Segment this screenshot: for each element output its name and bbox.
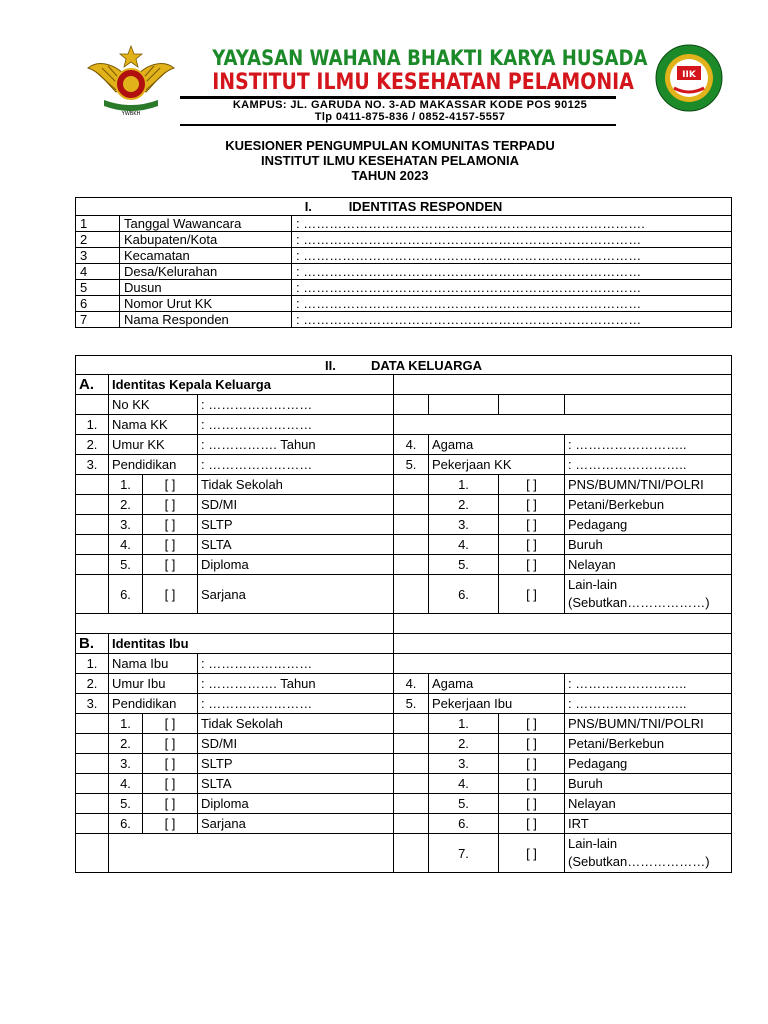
option-number: 3. xyxy=(109,754,143,774)
answer-field[interactable]: : …………………….. xyxy=(565,435,732,455)
section-title-row xyxy=(76,634,732,654)
option-number: 5. xyxy=(429,555,499,575)
option-label: SLTA xyxy=(198,774,394,794)
specify-field[interactable]: (Sebutkan………………) xyxy=(568,854,710,869)
blank-cell xyxy=(394,754,429,774)
option-number: 5. xyxy=(429,794,499,814)
answer-field[interactable]: : …………………… xyxy=(198,395,394,415)
respondent-row xyxy=(76,216,732,232)
row-number: 4. xyxy=(394,674,429,694)
row-number: 2. xyxy=(76,435,109,455)
checkbox[interactable]: [ ] xyxy=(499,794,565,814)
option-label xyxy=(565,575,732,614)
blank-cell xyxy=(76,395,109,415)
section-header xyxy=(76,356,732,375)
option-row xyxy=(76,774,732,794)
blank-cell xyxy=(394,515,429,535)
blank-cell xyxy=(394,575,429,614)
blank-cell xyxy=(76,834,109,873)
option-number: 5. xyxy=(109,794,143,814)
answer-field[interactable]: : …………………….. xyxy=(565,455,732,475)
section-label: DATA KELUARGA xyxy=(371,357,482,373)
answer-field[interactable]: : …………………………………………………………………… xyxy=(292,232,732,248)
checkbox[interactable]: [ ] xyxy=(499,555,565,575)
answer-field[interactable]: : …………………………………………………………………… xyxy=(292,280,732,296)
row-number: 5 xyxy=(76,280,120,296)
checkbox[interactable]: [ ] xyxy=(143,734,198,754)
checkbox[interactable]: [ ] xyxy=(499,734,565,754)
checkbox[interactable]: [ ] xyxy=(143,575,198,614)
field-label: Pekerjaan Ibu xyxy=(429,694,565,714)
answer-field[interactable]: : …………………………………………………………………… xyxy=(292,248,732,264)
field-label: Desa/Kelurahan xyxy=(120,264,292,280)
field-label: Kabupaten/Kota xyxy=(120,232,292,248)
field-label: Nomor Urut KK xyxy=(120,296,292,312)
answer-field[interactable]: : ……………………………………………………………………. xyxy=(292,216,732,232)
option-number: 4. xyxy=(109,535,143,555)
section-letter: B. xyxy=(76,634,109,654)
age-religion-row xyxy=(76,674,732,694)
option-label: Petani/Berkebun xyxy=(565,734,732,754)
field-label: No KK xyxy=(109,395,198,415)
checkbox[interactable]: [ ] xyxy=(499,515,565,535)
svg-text:YWBKH: YWBKH xyxy=(121,111,141,117)
field-label: Nama Ibu xyxy=(109,654,198,674)
questionnaire-title: KUESIONER PENGUMPULAN KOMUNITAS TERPADU xyxy=(225,138,555,153)
year-title: TAHUN 2023 xyxy=(351,168,429,183)
option-number: 6. xyxy=(429,575,499,614)
blank-cell xyxy=(394,535,429,555)
section-number: I. xyxy=(304,199,312,214)
blank-cell xyxy=(565,395,732,415)
option-label: Nelayan xyxy=(565,794,732,814)
option-label: Pedagang xyxy=(565,515,732,535)
identitas-responden-table xyxy=(75,197,732,328)
section-letter: A. xyxy=(76,375,109,395)
section-title-row xyxy=(76,375,732,395)
foundation-name: YAYASAN WAHANA BHAKTI KARYA HUSADA xyxy=(212,46,648,70)
option-number: 2. xyxy=(109,734,143,754)
checkbox[interactable]: [ ] xyxy=(143,495,198,515)
section-number: II. xyxy=(325,357,336,373)
answer-field[interactable]: : …………………… xyxy=(198,415,394,435)
answer-field[interactable]: : …………………………………………………………………… xyxy=(292,312,732,328)
foundation-logo xyxy=(86,42,176,118)
answer-field[interactable]: : ……………. Tahun xyxy=(198,674,394,694)
checkbox[interactable]: [ ] xyxy=(143,794,198,814)
blank-cell xyxy=(394,714,429,734)
checkbox[interactable]: [ ] xyxy=(499,714,565,734)
field-label: Umur Ibu xyxy=(109,674,198,694)
row-number: 7 xyxy=(76,312,120,328)
respondent-row xyxy=(76,232,732,248)
answer-field[interactable]: : …………………… xyxy=(198,455,394,475)
blank-cell xyxy=(109,834,394,873)
blank-cell xyxy=(394,654,732,674)
field-label: Nama KK xyxy=(109,415,198,435)
checkbox[interactable]: [ ] xyxy=(499,814,565,834)
blank-cell xyxy=(394,495,429,515)
option-number: 6. xyxy=(429,814,499,834)
option-number: 5. xyxy=(109,555,143,575)
field-label: Pendidikan xyxy=(109,694,198,714)
option-row xyxy=(76,475,732,495)
option-label-line: Lain-lain xyxy=(568,577,618,592)
option-label: Nelayan xyxy=(565,555,732,575)
option-label: Tidak Sekolah xyxy=(198,475,394,495)
section-header xyxy=(76,198,732,216)
row-number: 5. xyxy=(394,455,429,475)
option-row xyxy=(76,814,732,834)
checkbox[interactable]: [ ] xyxy=(499,754,565,774)
option-label: PNS/BUMN/TNI/POLRI xyxy=(565,475,732,495)
respondent-row xyxy=(76,312,732,328)
specify-field[interactable]: (Sebutkan………………) xyxy=(568,595,710,610)
checkbox[interactable]: [ ] xyxy=(143,555,198,575)
checkbox[interactable]: [ ] xyxy=(143,515,198,535)
option-number: 3. xyxy=(109,515,143,535)
institute-name: INSTITUT ILMU KESEHATAN PELAMONIA xyxy=(212,70,634,95)
option-label: Diploma xyxy=(198,555,394,575)
option-label: Petani/Berkebun xyxy=(565,495,732,515)
option-number: 4. xyxy=(109,774,143,794)
name-row xyxy=(76,415,732,435)
checkbox[interactable]: [ ] xyxy=(143,754,198,774)
section-title: Identitas Kepala Keluarga xyxy=(109,375,394,395)
blank-cell xyxy=(76,515,109,535)
option-number: 6. xyxy=(109,575,143,614)
field-label: Kecamatan xyxy=(120,248,292,264)
checkbox[interactable]: [ ] xyxy=(499,475,565,495)
blank-cell xyxy=(76,614,394,634)
option-label xyxy=(565,834,732,873)
option-row xyxy=(76,734,732,754)
identitas-header-row xyxy=(76,198,732,216)
education-job-row xyxy=(76,694,732,714)
section-title: Identitas Ibu xyxy=(109,634,394,654)
option-row xyxy=(76,535,732,555)
data-keluarga-table xyxy=(75,355,732,873)
option-label: SLTP xyxy=(198,754,394,774)
option-label: IRT xyxy=(565,814,732,834)
keluarga-header-row xyxy=(76,356,732,375)
option-number: 6. xyxy=(109,814,143,834)
blank-cell xyxy=(76,555,109,575)
checkbox[interactable]: [ ] xyxy=(499,834,565,873)
checkbox[interactable]: [ ] xyxy=(499,495,565,515)
option-label: SLTP xyxy=(198,515,394,535)
age-religion-row xyxy=(76,435,732,455)
option-label: Buruh xyxy=(565,774,732,794)
blank-cell xyxy=(394,734,429,754)
answer-field[interactable]: : …………………… xyxy=(198,654,394,674)
section-label: IDENTITAS RESPONDEN xyxy=(348,199,503,214)
blank-cell xyxy=(76,714,109,734)
blank-cell xyxy=(394,475,429,495)
option-label: Tidak Sekolah xyxy=(198,714,394,734)
option-label: Pedagang xyxy=(565,754,732,774)
blank-cell xyxy=(76,495,109,515)
blank-cell xyxy=(394,814,429,834)
answer-field[interactable]: : …………………….. xyxy=(565,674,732,694)
answer-field[interactable]: : …………………….. xyxy=(565,694,732,714)
option-row xyxy=(76,714,732,734)
field-label: Dusun xyxy=(120,280,292,296)
option-label-line: Lain-lain xyxy=(568,836,618,851)
option-number: 1. xyxy=(429,475,499,495)
respondent-row xyxy=(76,248,732,264)
checkbox[interactable]: [ ] xyxy=(143,814,198,834)
blank-cell xyxy=(394,634,732,654)
field-label: Agama xyxy=(429,435,565,455)
option-row xyxy=(76,834,732,873)
answer-field[interactable]: : ……………. Tahun xyxy=(198,435,394,455)
field-label: Pekerjaan KK xyxy=(429,455,565,475)
option-label: Sarjana xyxy=(198,575,394,614)
option-number: 2. xyxy=(109,495,143,515)
checkbox[interactable]: [ ] xyxy=(499,535,565,555)
option-row xyxy=(76,575,732,614)
answer-field[interactable]: : …………………… xyxy=(198,694,394,714)
letterhead-divider-bottom xyxy=(180,124,616,126)
checkbox[interactable]: [ ] xyxy=(143,714,198,734)
row-number: 1. xyxy=(76,654,109,674)
blank-cell xyxy=(394,834,429,873)
education-job-row xyxy=(76,455,732,475)
option-number: 2. xyxy=(429,495,499,515)
campus-address: KAMPUS: JL. GARUDA NO. 3-AD MAKASSAR KODE POS 90125 xyxy=(232,99,588,111)
row-number: 1 xyxy=(76,216,120,232)
blank-cell xyxy=(394,614,732,634)
name-row xyxy=(76,654,732,674)
row-number: 3. xyxy=(76,455,109,475)
blank-cell xyxy=(394,794,429,814)
checkbox[interactable]: [ ] xyxy=(143,535,198,555)
blank-cell xyxy=(394,774,429,794)
field-label: Agama xyxy=(429,674,565,694)
svg-text:IIK: IIK xyxy=(682,70,696,80)
row-number: 3 xyxy=(76,248,120,264)
phone-numbers: Tlp 0411-875-836 / 0852-4157-5557 xyxy=(314,111,506,123)
row-number: 4 xyxy=(76,264,120,280)
option-label: Diploma xyxy=(198,794,394,814)
blank-cell xyxy=(499,395,565,415)
field-label: Nama Responden xyxy=(120,312,292,328)
blank-cell xyxy=(76,794,109,814)
option-number: 1. xyxy=(429,714,499,734)
option-number: 3. xyxy=(429,515,499,535)
row-number: 2. xyxy=(76,674,109,694)
checkbox[interactable]: [ ] xyxy=(499,774,565,794)
option-number: 1. xyxy=(109,475,143,495)
blank-cell xyxy=(394,555,429,575)
respondent-row xyxy=(76,264,732,280)
blank-cell xyxy=(76,475,109,495)
option-label: PNS/BUMN/TNI/POLRI xyxy=(565,714,732,734)
option-label: SLTA xyxy=(198,535,394,555)
option-number: 2. xyxy=(429,734,499,754)
blank-cell xyxy=(76,754,109,774)
institute-seal-logo xyxy=(644,44,734,112)
blank-cell xyxy=(394,375,732,395)
option-row xyxy=(76,754,732,774)
row-number: 1. xyxy=(76,415,109,435)
respondent-row xyxy=(76,280,732,296)
row-number: 2 xyxy=(76,232,120,248)
row-number: 3. xyxy=(76,694,109,714)
checkbox[interactable]: [ ] xyxy=(499,575,565,614)
row-number: 5. xyxy=(394,694,429,714)
row-number: 4. xyxy=(394,435,429,455)
checkbox[interactable]: [ ] xyxy=(143,774,198,794)
blank-cell xyxy=(76,734,109,754)
option-label: Buruh xyxy=(565,535,732,555)
option-number: 1. xyxy=(109,714,143,734)
blank-cell xyxy=(76,575,109,614)
option-number: 7. xyxy=(429,834,499,873)
row-number: 6 xyxy=(76,296,120,312)
blank-cell xyxy=(429,395,499,415)
answer-field[interactable]: : …………………………………………………………………… xyxy=(292,296,732,312)
blank-cell xyxy=(394,415,732,435)
field-label: Umur KK xyxy=(109,435,198,455)
institute-subtitle: INSTITUT ILMU KESEHATAN PELAMONIA xyxy=(260,153,520,168)
option-label: Sarjana xyxy=(198,814,394,834)
blank-cell xyxy=(394,395,429,415)
blank-cell xyxy=(76,774,109,794)
option-number: 3. xyxy=(429,754,499,774)
field-label: Pendidikan xyxy=(109,455,198,475)
option-label: SD/MI xyxy=(198,495,394,515)
respondent-row xyxy=(76,296,732,312)
blank-cell xyxy=(76,535,109,555)
option-row xyxy=(76,555,732,575)
answer-field[interactable]: : …………………………………………………………………… xyxy=(292,264,732,280)
spacer-row xyxy=(76,614,732,634)
option-number: 4. xyxy=(429,535,499,555)
field-label: Tanggal Wawancara xyxy=(120,216,292,232)
option-row xyxy=(76,794,732,814)
blank-cell xyxy=(76,814,109,834)
no-kk-row xyxy=(76,395,732,415)
option-number: 4. xyxy=(429,774,499,794)
checkbox[interactable]: [ ] xyxy=(143,475,198,495)
option-row xyxy=(76,515,732,535)
option-row xyxy=(76,495,732,515)
option-label: SD/MI xyxy=(198,734,394,754)
